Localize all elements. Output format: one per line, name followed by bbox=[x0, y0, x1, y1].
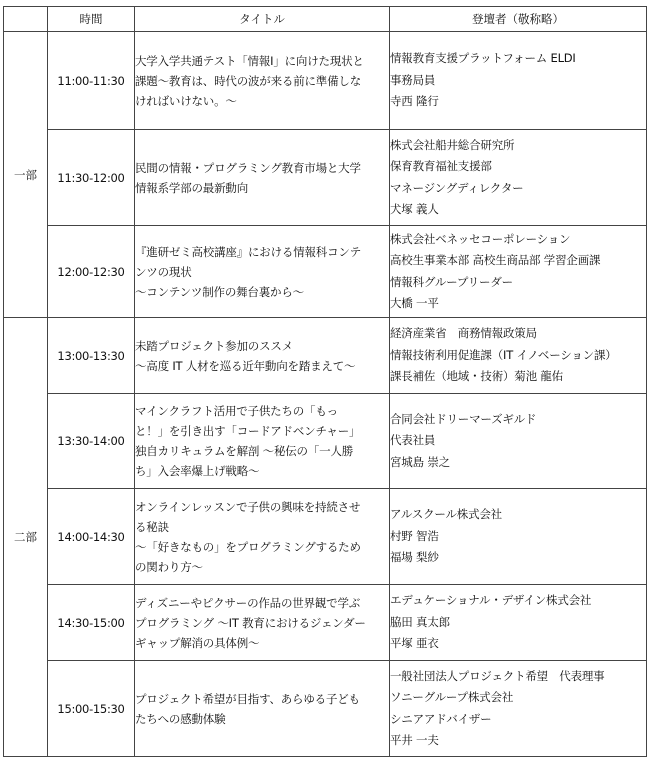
speaker-line: 高校生事業本部 高校生商品部 学習企画課 bbox=[390, 253, 601, 267]
title-cell bbox=[135, 661, 390, 757]
speaker-line: 合同会社ドリーマーズギルド bbox=[390, 411, 537, 426]
table-row bbox=[4, 585, 647, 661]
table-row bbox=[4, 130, 647, 226]
speaker-line: 一般社団法人プロジェクト希望 代表理事 bbox=[390, 668, 605, 683]
title-cell bbox=[135, 318, 390, 394]
speaker-cell bbox=[390, 32, 647, 130]
speaker-line: 情報科グループリーダー bbox=[390, 274, 513, 289]
title-line: プログラミング ～IT 教育におけるジェンダー bbox=[135, 615, 366, 630]
time-cell: 11:30-12:00 bbox=[48, 130, 135, 226]
title-cell bbox=[135, 130, 390, 226]
title-line: 民間の情報・プログラミング教育市場と大学 bbox=[135, 160, 361, 175]
table-row bbox=[4, 226, 647, 318]
speaker-cell bbox=[390, 130, 647, 226]
speaker-line: 保育教育福祉支援部 bbox=[390, 159, 492, 173]
schedule-table bbox=[3, 6, 647, 757]
title-line: ～「好きなもの」をプログラミングするため bbox=[135, 539, 361, 554]
speaker-line: 脇田 真太郎 bbox=[390, 614, 450, 629]
speaker-cell bbox=[390, 585, 647, 661]
title-line: る秘訣 bbox=[135, 519, 169, 534]
speaker-line: 情報教育支援プラットフォーム ELDI bbox=[390, 51, 576, 66]
speaker-line: 宮城島 崇之 bbox=[390, 454, 450, 469]
title-line: の関わり方～ bbox=[135, 559, 203, 574]
speaker-line: アルスクール株式会社 bbox=[390, 507, 502, 522]
time-cell: 15:00-15:30 bbox=[48, 661, 135, 757]
speaker-line: エデュケーショナル・デザイン株式会社 bbox=[390, 593, 592, 608]
title-cell bbox=[135, 585, 390, 661]
speaker-cell bbox=[390, 226, 647, 318]
title-cell bbox=[135, 226, 390, 318]
table-row bbox=[4, 32, 647, 130]
title-line: ギャップ解消の具体例～ bbox=[135, 635, 260, 650]
part-label-2: 二部 bbox=[4, 318, 48, 757]
time-cell: 13:30-14:00 bbox=[48, 394, 135, 489]
header-time: 時間 bbox=[48, 7, 135, 32]
title-line: 大学入学共通テスト「情報Ⅰ」に向けた現状と bbox=[135, 53, 364, 68]
speaker-line: マネージングディレクター bbox=[390, 180, 524, 195]
title-line: ～コンテンツ制作の舞台裏から～ bbox=[135, 284, 304, 299]
time-cell: 14:00-14:30 bbox=[48, 489, 135, 585]
title-line: 課題～教育は、時代の波が来る前に準備しな bbox=[135, 73, 361, 88]
speaker-line: 犬塚 義人 bbox=[390, 202, 439, 216]
header-speaker: 登壇者（敬称略） bbox=[390, 7, 647, 32]
speaker-cell bbox=[390, 661, 647, 757]
speaker-line: 情報技術利用促進課（IT イノベーション課） bbox=[390, 347, 617, 362]
title-cell bbox=[135, 32, 390, 130]
table-row bbox=[4, 489, 647, 585]
speaker-cell bbox=[390, 318, 647, 394]
speaker-cell bbox=[390, 489, 647, 585]
header-row bbox=[4, 7, 647, 32]
table-row bbox=[4, 661, 647, 757]
title-line: ち」入会率爆上げ戦略～ bbox=[135, 464, 260, 478]
speaker-line: シニアアドバイザー bbox=[390, 711, 492, 726]
title-line: ンツの現状 bbox=[135, 264, 192, 279]
part-label-1: 一部 bbox=[4, 32, 48, 318]
table-row bbox=[4, 318, 647, 394]
speaker-line: 事務局員 bbox=[390, 72, 436, 87]
title-line: 独自カリキュラムを解剖 ～秘伝の「一人勝 bbox=[135, 444, 354, 458]
speaker-line: 株式会社船井総合研究所 bbox=[390, 137, 515, 152]
time-cell: 14:30-15:00 bbox=[48, 585, 135, 661]
speaker-line: 代表社員 bbox=[390, 433, 436, 448]
header-title: タイトル bbox=[135, 7, 390, 32]
speaker-line: 村野 智浩 bbox=[390, 528, 439, 543]
title-line: ければいけない。～ bbox=[135, 93, 237, 108]
table-row bbox=[4, 394, 647, 489]
title-line: 未踏プロジェクト参加のススメ bbox=[135, 338, 293, 353]
speaker-line: 福場 梨紗 bbox=[390, 550, 439, 565]
speaker-line: 株式会社ベネッセコーポレーション bbox=[390, 231, 571, 246]
speaker-line: 平井 一夫 bbox=[390, 733, 439, 747]
speaker-line: 平塚 亜衣 bbox=[390, 636, 439, 651]
title-line: オンラインレッスンで子供の興味を持続させ bbox=[135, 499, 361, 514]
title-line: たちへの感動体験 bbox=[135, 711, 226, 726]
speaker-line: ソニーグループ株式会社 bbox=[390, 690, 514, 704]
time-cell: 13:00-13:30 bbox=[48, 318, 135, 394]
title-line: ～高度 IT 人材を巡る近年動向を踏まえて～ bbox=[135, 358, 356, 373]
speaker-line: 経済産業省 商務情報政策局 bbox=[390, 326, 537, 341]
title-line: 情報系学部の最新動向 bbox=[135, 180, 248, 195]
time-cell: 12:00-12:30 bbox=[48, 226, 135, 318]
title-cell bbox=[135, 394, 390, 489]
time-cell: 11:00-11:30 bbox=[48, 32, 135, 130]
title-line: 『進研ゼミ高校講座』における情報科コンテ bbox=[135, 244, 361, 259]
speaker-cell bbox=[390, 394, 647, 489]
speaker-line: 寺西 隆行 bbox=[390, 94, 439, 109]
title-line: ディズニーやピクサーの作品の世界観で学ぶ bbox=[135, 595, 361, 610]
speaker-line: 課長補佐（地域・技術）菊池 龍佑 bbox=[390, 369, 563, 384]
speaker-line: 大橋 一平 bbox=[390, 296, 439, 310]
title-line: プロジェクト希望が目指す、あらゆる子ども bbox=[135, 691, 360, 706]
title-line: マインクラフト活用で子供たちの「もっ bbox=[135, 404, 338, 418]
header-part bbox=[4, 7, 48, 32]
title-cell bbox=[135, 489, 390, 585]
title-line: と！」を引き出す「コードアドベンチャー」 bbox=[135, 424, 361, 438]
